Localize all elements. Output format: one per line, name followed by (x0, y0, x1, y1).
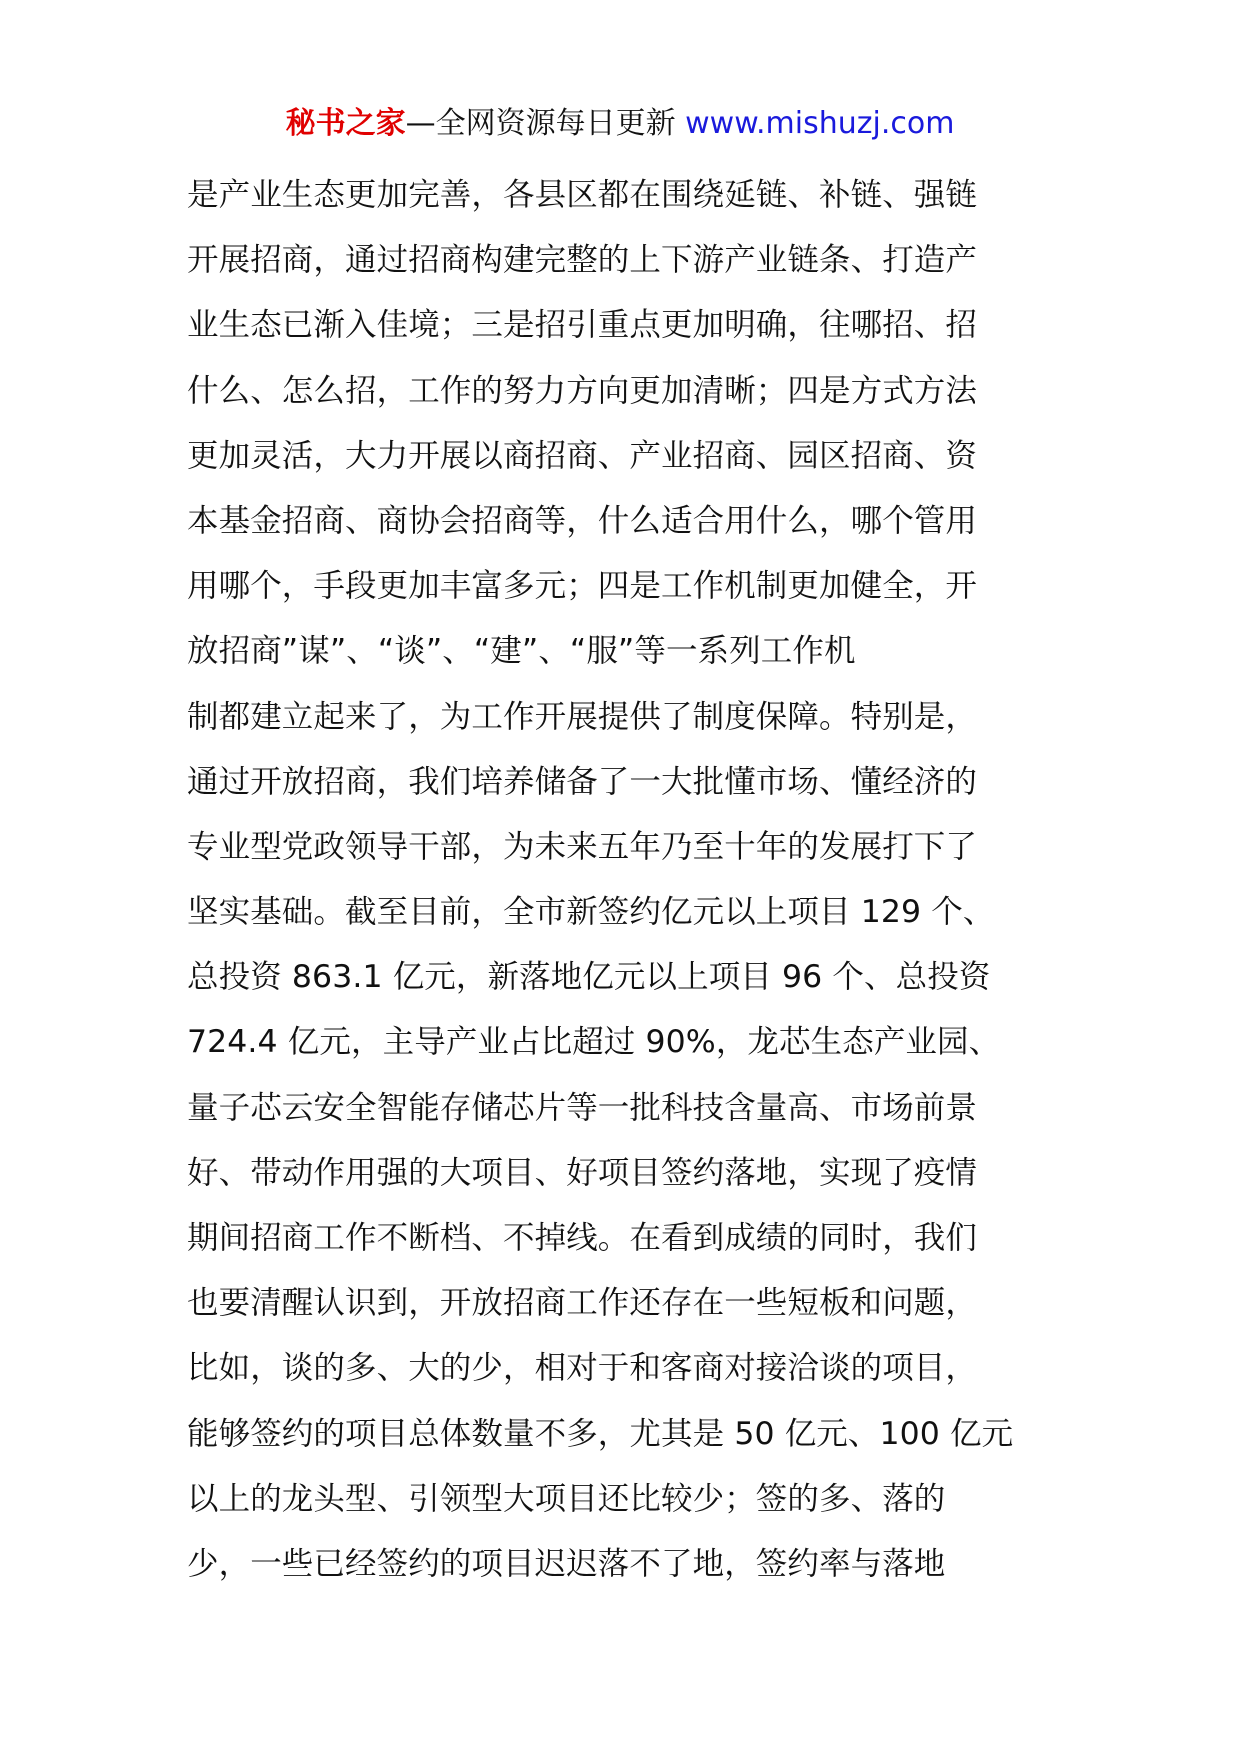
text-line: 量子芯云安全智能存储芯片等一批科技含量高、市场前景 (187, 1089, 978, 1126)
text-line: 能够签约的项目总体数量不多，尤其是 50 亿元、100 亿元 (187, 1415, 1014, 1452)
text-line: 制都建立起来了，为工作开展提供了制度保障。特别是， (187, 698, 978, 735)
text-line: 总投资 863.1 亿元，新落地亿元以上项目 96 个、总投资 (187, 959, 991, 996)
text-line: 期间招商工作不断档、不掉线。在看到成绩的同时，我们 (187, 1220, 978, 1256)
text-line: 是产业生态更加完善，各县区都在围绕延链、补链、强链 (187, 177, 978, 213)
text-line: 专业型党政领导干部，为未来五年乃至十年的发展打下了 (187, 828, 978, 865)
text-line: 比如，谈的多、大的少，相对于和客商对接洽谈的项目， (187, 1350, 978, 1387)
text-line: 也要清醒认识到，开放招商工作还存在一些短板和问题， (187, 1285, 978, 1322)
header-tagline: —全网资源每日更新 (405, 106, 676, 141)
text-line: 业生态已渐入佳境；三是招引重点更加明确，往哪招、招 (187, 307, 978, 344)
text-line: 用哪个，手段更加丰富多元；四是工作机制更加健全，开 (187, 568, 978, 605)
text-line: 通过开放招商，我们培养储备了一大批懂市场、懂经济的 (187, 763, 978, 800)
text-line: 724.4 亿元，主导产业占比超过 90%，龙芯生态产业园、 (187, 1024, 1001, 1061)
page-header (0, 100, 1240, 148)
text-line: 坚实基础。截至目前，全市新签约亿元以上项目 129 个、 (187, 894, 995, 931)
text-line: 更加灵活，大力开展以商招商、产业招商、园区招商、资 (187, 437, 978, 474)
text-line: 本基金招商、商协会招商等，什么适合用什么，哪个管用 (187, 502, 978, 539)
website-link[interactable]: www.mishuzj.com (685, 106, 955, 141)
body-text (187, 163, 1057, 1597)
text-line: 少，一些已经签约的项目迟迟落不了地，签约率与落地 (187, 1545, 946, 1582)
brand-name: 秘书之家 (285, 106, 406, 141)
text-line: 什么、怎么招，工作的努力方向更加清晰；四是方式方法 (187, 372, 978, 409)
text-line: 放招商”谋”、“谈”、“建”、“服”等一系列工作机 (187, 633, 856, 670)
text-line: 以上的龙头型、引领型大项目还比较少；签的多、落的 (187, 1480, 946, 1517)
text-line: 好、带动作用强的大项目、好项目签约落地，实现了疫情 (187, 1154, 978, 1191)
text-line: 开展招商，通过招商构建完整的上下游产业链条、打造产 (187, 242, 978, 279)
